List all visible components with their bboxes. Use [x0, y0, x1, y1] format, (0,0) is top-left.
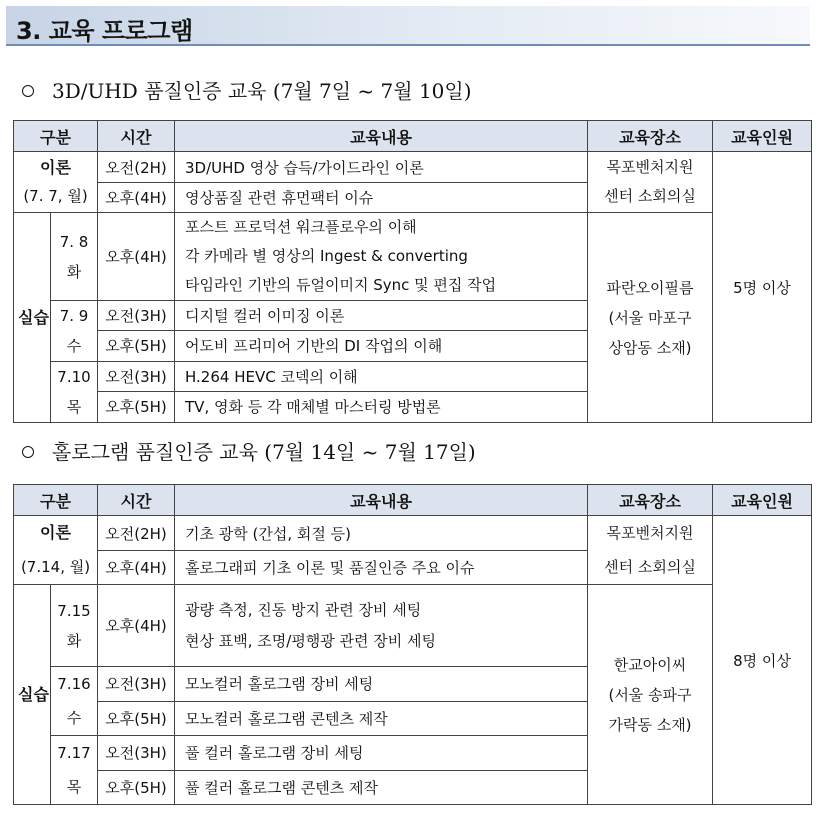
col-header-place: 교육장소	[588, 485, 713, 516]
content-cell: 영상품질 관련 휴먼팩터 이슈	[175, 183, 588, 213]
col-header-content: 교육내용	[175, 121, 588, 152]
theory-cell	[14, 516, 98, 585]
practice-label: 실습	[18, 685, 49, 704]
time-cell: 오전(3H)	[98, 667, 175, 702]
practice-label: 실습	[18, 308, 49, 327]
col-header-time: 시간	[98, 485, 175, 516]
theory-label: 이론	[40, 523, 71, 542]
table-header-row	[14, 121, 812, 152]
time-cell: 오후(5H)	[98, 701, 175, 736]
time-cell: 오전(2H)	[98, 152, 175, 183]
table-row	[14, 213, 812, 301]
time-cell: 오후(4H)	[98, 551, 175, 585]
day-cell: 7.10 목	[51, 362, 98, 423]
col-header-capacity: 교육인원	[713, 485, 812, 516]
theory-date: (7. 7, 월)	[23, 187, 88, 205]
schedule-table-hologram	[13, 484, 812, 805]
content-cell: 광량 측정, 진동 방지 관련 장비 세팅 현상 표백, 조명/평행광 관련 장비 세팅	[175, 585, 588, 667]
content-cell: 모노컬러 홀로그램 장비 세팅	[175, 667, 588, 702]
day-cell: 7.15 화	[51, 585, 98, 667]
program-title-3d-uhd: 3D/UHD 품질인증 교육 (7월 7일 ~ 7월 10일)	[22, 75, 472, 104]
schedule-table-3d-uhd	[13, 120, 812, 423]
day-cell: 7. 8 화	[51, 213, 98, 301]
content-cell: 모노컬러 홀로그램 콘텐츠 제작	[175, 701, 588, 736]
theory-place-cell: 목포벤처지원 센터 소회의실	[588, 516, 713, 585]
day-cell: 7. 9 수	[51, 301, 98, 362]
circle-bullet-icon	[22, 85, 34, 97]
content-cell: TV, 영화 등 각 매체별 마스터링 방법론	[175, 391, 588, 422]
theory-label: 이론	[40, 158, 71, 177]
practice-label-cell	[14, 213, 51, 423]
col-header-capacity: 교육인원	[713, 121, 812, 152]
col-header-place: 교육장소	[588, 121, 713, 152]
practice-label-cell	[14, 585, 51, 805]
content-cell: 디지털 컬러 이미징 이론	[175, 301, 588, 331]
content-cell: 어도비 프리미어 기반의 DI 작업의 이해	[175, 330, 588, 361]
col-header-category: 구분	[14, 121, 98, 152]
theory-cell	[14, 152, 98, 213]
time-cell: 오후(5H)	[98, 770, 175, 805]
content-cell: 3D/UHD 영상 습득/가이드라인 이론	[175, 152, 588, 183]
col-header-category: 구분	[14, 485, 98, 516]
col-header-time: 시간	[98, 121, 175, 152]
practice-place-cell: 파란오이필름 (서울 마포구 상암동 소재)	[588, 213, 713, 423]
capacity-cell: 8명 이상	[713, 516, 812, 805]
content-cell: 풀 컬러 홀로그램 콘텐츠 제작	[175, 770, 588, 805]
theory-place-cell: 목포벤처지원 센터 소회의실	[588, 152, 713, 213]
content-cell: 포스트 프로덕션 워크플로우의 이해 각 카메라 별 영상의 Ingest & converting 타임라인 기반의 듀얼이미지 Sync 및 편집 작업	[175, 213, 588, 301]
time-cell: 오후(4H)	[98, 585, 175, 667]
theory-date: (7.14, 월)	[20, 558, 91, 576]
content-cell: 기초 광학 (간섭, 회절 등)	[175, 516, 588, 551]
table-row	[14, 516, 812, 551]
time-cell: 오후(5H)	[98, 391, 175, 422]
content-cell: 풀 컬러 홀로그램 장비 세팅	[175, 736, 588, 771]
time-cell: 오후(5H)	[98, 330, 175, 361]
col-header-content: 교육내용	[175, 485, 588, 516]
capacity-cell: 5명 이상	[713, 152, 812, 423]
table-header-row	[14, 485, 812, 516]
time-cell: 오후(4H)	[98, 183, 175, 213]
time-cell: 오전(3H)	[98, 736, 175, 771]
time-cell: 오전(3H)	[98, 362, 175, 392]
time-cell: 오후(4H)	[98, 213, 175, 301]
table-row	[14, 152, 812, 183]
table-row	[14, 585, 812, 667]
day-cell: 7.17 목	[51, 736, 98, 805]
time-cell: 오전(2H)	[98, 516, 175, 551]
program-title-hologram: 홀로그램 품질인증 교육 (7월 14일 ~ 7월 17일)	[22, 436, 476, 465]
time-cell: 오전(3H)	[98, 301, 175, 331]
practice-place-cell: 한교아이씨 (서울 송파구 가락동 소재)	[588, 585, 713, 805]
section-header	[6, 6, 810, 46]
content-cell: H.264 HEVC 코덱의 이해	[175, 362, 588, 392]
section-title: 3. 교육 프로그램	[16, 17, 193, 45]
circle-bullet-icon	[22, 446, 34, 458]
content-cell: 홀로그래피 기초 이론 및 품질인증 주요 이슈	[175, 551, 588, 585]
day-cell: 7.16 수	[51, 667, 98, 736]
